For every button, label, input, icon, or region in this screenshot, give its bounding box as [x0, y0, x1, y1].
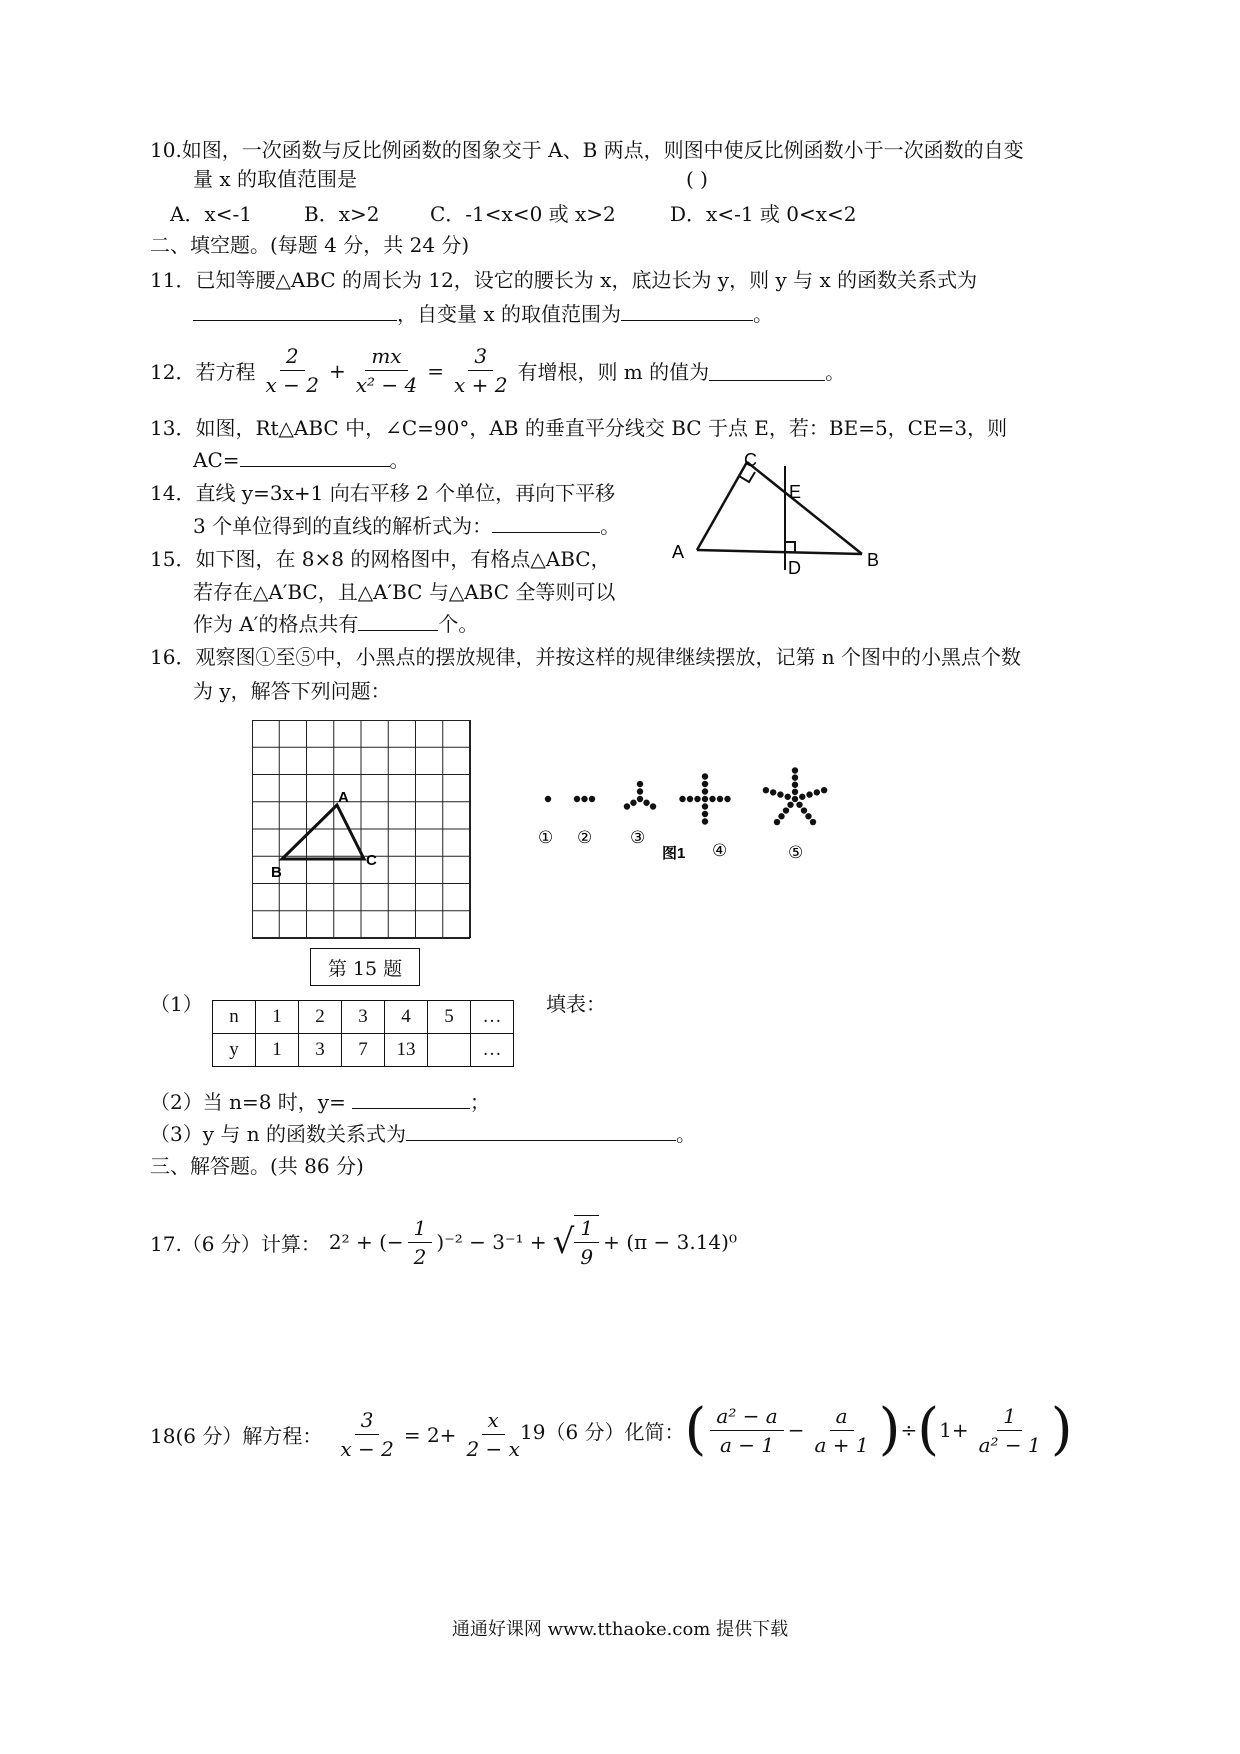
- fig-label-1: ①: [538, 828, 554, 847]
- q18-r-num: x: [482, 1408, 505, 1435]
- q15-stem-line2: 若存在△A′BC，且△A′BC 与△ABC 全等则可以: [193, 580, 616, 604]
- dot: [702, 811, 708, 817]
- q12-f3-num: 3: [468, 344, 493, 371]
- dot: [687, 796, 693, 802]
- right-paren-icon: ): [1050, 1397, 1073, 1462]
- q17-line: [150, 1215, 737, 1269]
- q16-stem-line1: 16．观察图①至⑤中，小黑点的摆放规律，并按这样的规律继续摆放，记第 n 个图中的小黑点个数: [150, 645, 1022, 669]
- q19-line: [520, 1397, 1073, 1462]
- q17-sqrt-den: 9: [580, 1245, 594, 1269]
- q19-c-den: a² − 1: [978, 1432, 1041, 1457]
- sqrt-icon: √: [552, 1222, 575, 1262]
- q16-stem-line2: 为 y，解答下列问题：: [193, 679, 391, 703]
- grid-label-c: C: [366, 852, 377, 869]
- q12-equals: =: [427, 358, 444, 383]
- q19-a-num: a² − a: [710, 1404, 783, 1431]
- q18-prefix: 18(6 分）解方程：: [150, 1424, 323, 1448]
- dot: [574, 796, 580, 802]
- q17-expr-b: )⁻² − 3⁻¹ +: [436, 1230, 547, 1254]
- table-cell: 7: [342, 1034, 385, 1067]
- q12-f1-den: x − 2: [265, 373, 319, 397]
- dot: [777, 791, 783, 797]
- table-cell: y: [213, 1034, 256, 1067]
- q18-line: [150, 1408, 530, 1461]
- q19-minus: −: [787, 1418, 805, 1442]
- side-ab: [697, 550, 862, 554]
- dot: [792, 796, 798, 802]
- q19-a-den: a − 1: [720, 1432, 775, 1457]
- dot: [806, 791, 812, 797]
- q19-divide: ÷: [900, 1418, 918, 1442]
- q15-blank[interactable]: [358, 610, 438, 631]
- table-row-n: [213, 1001, 514, 1034]
- dot: [702, 773, 708, 779]
- dot: [589, 796, 595, 802]
- q12-end: 。: [825, 360, 846, 384]
- dot: [624, 803, 630, 809]
- q14-line2: [193, 512, 620, 540]
- q12-f3-den: x + 2: [453, 373, 508, 397]
- dot: [787, 802, 793, 808]
- q11-stem-line1: 11．已知等腰△ABC 的周长为 12，设它的腰长为 x，底边长为 y，则 y 与 x 的函数关系式为: [150, 268, 978, 292]
- label-a: A: [672, 542, 685, 562]
- q11-blank-1[interactable]: [193, 300, 397, 321]
- dot: [778, 813, 784, 819]
- dot: [643, 800, 649, 806]
- q15-stem-line1: 15．如下图，在 8×8 的网格图中，有格点△ABC，: [150, 547, 611, 571]
- left-paren-icon: (: [684, 1397, 707, 1462]
- table-row-y: [213, 1034, 514, 1067]
- q17-prefix: 17.（6 分）计算：: [150, 1231, 321, 1256]
- q14-end: 。: [600, 514, 621, 538]
- section3-title: 三、解答题。(共 86 分): [150, 1154, 364, 1178]
- label-d: D: [788, 558, 801, 578]
- table-cell: 2: [299, 1001, 342, 1034]
- q19-b-num: a: [830, 1404, 854, 1431]
- q10-stem-line2: 量 x 的取值范围是: [193, 167, 357, 191]
- q11-mid-text: ，自变量 x 的取值范围为: [397, 302, 621, 326]
- dot: [694, 796, 700, 802]
- table-cell: 5: [428, 1001, 471, 1034]
- q18-r-den: 2 − x: [466, 1437, 520, 1461]
- q13-blank[interactable]: [240, 446, 390, 467]
- q16-p3-text: （3）y 与 n 的函数关系式为: [150, 1122, 406, 1146]
- dot: [810, 819, 816, 825]
- label-b: B: [867, 550, 880, 570]
- fig-label-tu1: 图1: [662, 845, 686, 862]
- table-cell: 1: [256, 1001, 299, 1034]
- dot: [581, 796, 587, 802]
- q16-p3-blank[interactable]: [406, 1120, 676, 1141]
- side-cb: [747, 462, 862, 554]
- q12-fraction-3: [448, 344, 513, 397]
- q11-end: 。: [753, 302, 773, 326]
- dot: [679, 796, 685, 802]
- dot: [702, 818, 708, 824]
- q13-end: 。: [389, 448, 410, 472]
- dot: [709, 796, 715, 802]
- q14-text: 3 个单位得到的直线的解析式为：: [193, 514, 493, 538]
- q15-line3: [193, 610, 478, 638]
- q14-stem-line1: 14．直线 y=3x+1 向右平移 2 个单位，再向下平移: [150, 481, 616, 505]
- q13-triangle-figure: [665, 452, 905, 582]
- q12-blank[interactable]: [709, 360, 825, 381]
- q19-fraction-a: [710, 1404, 783, 1457]
- q17-half-num: 1: [408, 1216, 433, 1243]
- dot: [637, 788, 643, 794]
- q12-line: [150, 344, 845, 397]
- q16-p2-text: （2）当 n=8 时，y=: [150, 1090, 346, 1114]
- q16-p2-blank[interactable]: [352, 1088, 470, 1109]
- q19-fraction-b: [809, 1404, 875, 1457]
- triangle-abc: [282, 805, 364, 859]
- dot: [792, 774, 798, 780]
- q14-blank[interactable]: [492, 512, 600, 533]
- q10-option-c: C．-1<x<0 或 x>2: [430, 202, 616, 226]
- dot: [637, 781, 643, 787]
- q17-sqrt-num: 1: [574, 1216, 599, 1243]
- table-cell: n: [213, 1001, 256, 1034]
- dot: [702, 803, 708, 809]
- section2-title: 二、填空题。(每题 4 分，共 24 分): [150, 233, 470, 257]
- dot: [702, 781, 708, 787]
- q16-dot-pattern-figure: [530, 755, 870, 875]
- fig-label-4: ④: [712, 841, 728, 860]
- left-paren-icon: (: [917, 1397, 940, 1462]
- q10-answer-paren: ( ): [686, 167, 708, 191]
- q10-stem-line1: 10.如图，一次函数与反比例函数的图象交于 A、B 两点，则图中使反比例函数小于一次函数的自变: [150, 138, 1024, 162]
- q16-fill-table: [212, 1000, 514, 1067]
- q19-b-den: a + 1: [814, 1432, 869, 1457]
- q10-option-d: D．x<-1 或 0<x<2: [670, 202, 857, 226]
- q17-sqrt-fraction: [574, 1215, 599, 1269]
- right-paren-icon: ): [878, 1397, 901, 1462]
- dot: [805, 813, 811, 819]
- table-cell: 3: [342, 1001, 385, 1034]
- q16-part1-label: （1）: [150, 992, 203, 1016]
- table-cell: 1: [256, 1034, 299, 1067]
- q16-fill-label: 填表：: [546, 992, 606, 1016]
- dot: [770, 789, 776, 795]
- dot: [814, 789, 820, 795]
- dot: [724, 796, 730, 802]
- q12-f2-num: mx: [365, 344, 407, 371]
- grid-label-b: B: [271, 864, 282, 881]
- dot: [785, 794, 791, 800]
- q15-grid-figure: [252, 720, 492, 960]
- q12-prefix: 12．若方程: [150, 360, 256, 384]
- q10-option-b: B．x>2: [304, 202, 380, 226]
- dot: [796, 802, 802, 808]
- grid-label-a: A: [338, 789, 349, 806]
- table-cell: …: [471, 1001, 514, 1034]
- dot: [792, 782, 798, 788]
- q18-l-den: x − 2: [340, 1437, 394, 1461]
- q12-fraction-2: [350, 344, 424, 397]
- q16-p2-end: ；: [469, 1090, 490, 1114]
- q12-f1-num: 2: [280, 344, 305, 371]
- q12-plus: +: [328, 358, 346, 383]
- q17-half: [408, 1216, 433, 1269]
- q17-half-den: 2: [413, 1244, 427, 1269]
- page-footer: 通通好课网 www.tthaoke.com 提供下载: [451, 1619, 789, 1640]
- q17-expr-a: 2² + (−: [328, 1230, 404, 1254]
- dot: [702, 788, 708, 794]
- dot: [637, 796, 643, 802]
- dot: [792, 789, 798, 795]
- q18-mid: = 2+: [403, 1422, 457, 1447]
- grid-lines: [252, 720, 470, 938]
- table-cell: …: [471, 1034, 514, 1067]
- dot: [630, 800, 636, 806]
- table-cell: 3: [299, 1034, 342, 1067]
- q13-ac-label: AC=: [193, 448, 240, 472]
- label-c: C: [744, 452, 757, 470]
- q15-end: 个。: [438, 612, 479, 636]
- q15-caption: 第 15 题: [310, 948, 420, 986]
- fig-label-5: ⑤: [788, 843, 804, 862]
- q16-part2: [150, 1088, 490, 1116]
- q16-part3: [150, 1120, 696, 1148]
- table-cell[interactable]: [428, 1034, 471, 1067]
- q18-left-fraction: [334, 1408, 399, 1461]
- q10-option-a: A．x<-1: [170, 202, 252, 226]
- dot: [763, 787, 769, 793]
- dot: [792, 767, 798, 773]
- dot: [774, 819, 780, 825]
- dot: [799, 794, 805, 800]
- dot: [801, 807, 807, 813]
- dot: [783, 807, 789, 813]
- dot: [821, 787, 827, 793]
- q19-fraction-c: [973, 1404, 1047, 1457]
- q13-line2: [193, 446, 410, 474]
- dot: [717, 796, 723, 802]
- q18-right-fraction: [460, 1408, 525, 1461]
- q13-stem-line1: 13．如图，Rt△ABC 中，∠C=90°，AB 的垂直平分线交 BC 于点 E，若：BE=5，CE=3，则: [150, 416, 1008, 440]
- q19-prefix: 19（6 分）化简：: [520, 1419, 685, 1444]
- dot: [650, 803, 656, 809]
- q11-line2: [193, 300, 773, 328]
- q19-c-num: 1: [997, 1404, 1022, 1431]
- fig-label-2: ②: [577, 828, 593, 847]
- q15-text: 作为 A′的格点共有: [193, 612, 359, 636]
- dot-patterns: [545, 767, 828, 825]
- table-cell: 4: [385, 1001, 428, 1034]
- right-angle-mark-d: [785, 542, 795, 552]
- dot: [702, 796, 708, 802]
- fig-label-3: ③: [630, 828, 646, 847]
- table-cell: 13: [385, 1034, 428, 1067]
- label-e: E: [789, 482, 802, 502]
- q12-suffix: 有增根，则 m 的值为: [517, 360, 710, 384]
- q11-blank-2[interactable]: [621, 300, 753, 321]
- q18-l-num: 3: [355, 1408, 380, 1435]
- q16-p3-end: 。: [675, 1122, 696, 1146]
- dot: [545, 796, 551, 802]
- q17-expr-c: + (π − 3.14)⁰: [603, 1230, 737, 1254]
- q12-fraction-1: [259, 344, 324, 397]
- q19-one-plus: 1+: [939, 1418, 969, 1442]
- q12-f2-den: x² − 4: [355, 373, 418, 397]
